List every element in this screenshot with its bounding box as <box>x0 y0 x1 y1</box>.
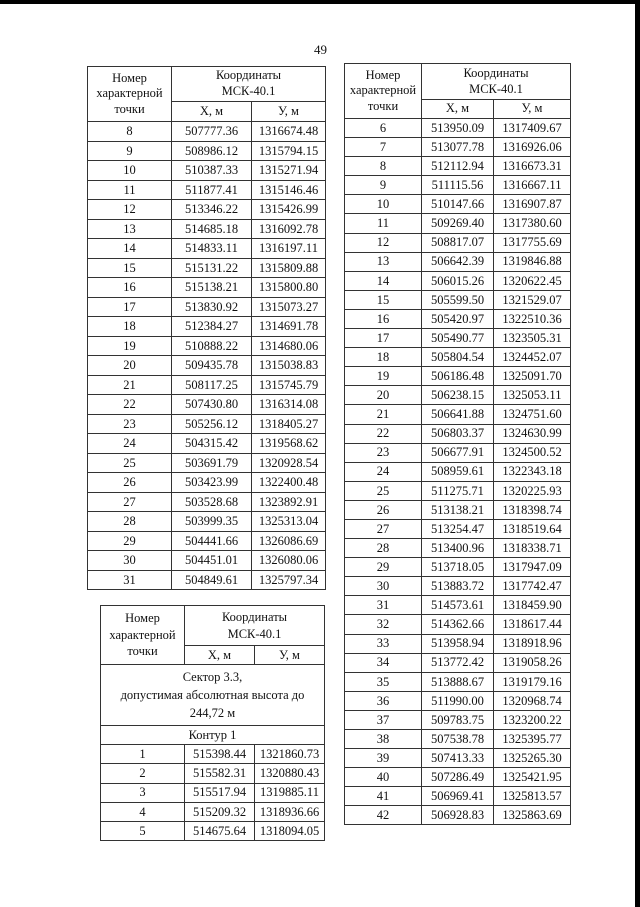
y-coordinate-cell: 1322400.48 <box>252 473 326 493</box>
y-coordinate-cell: 1316674.48 <box>252 122 326 142</box>
point-number-cell: 29 <box>88 531 172 551</box>
y-coordinate-cell: 1325797.34 <box>252 570 326 590</box>
x-coordinate-cell: 503691.79 <box>172 453 252 473</box>
x-coordinate-cell: 506677.91 <box>422 443 494 462</box>
table-row <box>88 512 326 532</box>
page-number: 49 <box>314 42 327 57</box>
x-coordinate-cell: 503528.68 <box>172 492 252 512</box>
y-coordinate-cell: 1317380.60 <box>494 214 571 233</box>
table-row <box>345 271 571 290</box>
y-coordinate-cell: 1316667.11 <box>494 176 571 195</box>
table-row <box>345 787 571 806</box>
y-coordinate-cell: 1318094.05 <box>255 822 325 841</box>
point-number-cell: 30 <box>345 577 422 596</box>
x-coordinate-cell: 511115.56 <box>422 176 494 195</box>
y-coordinate-cell: 1319846.88 <box>494 252 571 271</box>
x-coordinate-cell: 507777.36 <box>172 122 252 142</box>
y-coordinate-cell: 1315146.46 <box>252 180 326 200</box>
table-row <box>345 519 571 538</box>
table-row <box>345 596 571 615</box>
table-row <box>345 730 571 749</box>
point-number-cell: 8 <box>88 122 172 142</box>
y-coordinate-cell: 1318459.90 <box>494 596 571 615</box>
y-coordinate-cell: 1324452.07 <box>494 348 571 367</box>
table-row <box>88 200 326 220</box>
x-coordinate-cell: 508986.12 <box>172 141 252 161</box>
x-coordinate-cell: 513888.67 <box>422 672 494 691</box>
x-coordinate-cell: 512384.27 <box>172 317 252 337</box>
y-coordinate-cell: 1323505.31 <box>494 329 571 348</box>
point-number-cell: 25 <box>88 453 172 473</box>
y-coordinate-cell: 1318398.74 <box>494 500 571 519</box>
table-row <box>345 195 571 214</box>
header-point-number: Номер характерной точки <box>345 64 422 119</box>
x-coordinate-cell: 508117.25 <box>172 375 252 395</box>
point-number-cell: 23 <box>88 414 172 434</box>
table-row <box>88 122 326 142</box>
header-coordinates: Координаты МСК-40.1 <box>185 606 325 646</box>
table-row <box>345 577 571 596</box>
table-row <box>345 233 571 252</box>
point-number-cell: 33 <box>345 634 422 653</box>
x-coordinate-cell: 506641.88 <box>422 405 494 424</box>
y-coordinate-cell: 1326086.69 <box>252 531 326 551</box>
point-number-cell: 5 <box>101 822 185 841</box>
point-number-cell: 14 <box>345 271 422 290</box>
point-number-cell: 14 <box>88 239 172 259</box>
y-coordinate-cell: 1320622.45 <box>494 271 571 290</box>
table-row <box>88 180 326 200</box>
table-row <box>345 367 571 386</box>
point-number-cell: 38 <box>345 730 422 749</box>
header-point-number: Номер характерной точки <box>101 606 185 665</box>
point-number-cell: 13 <box>345 252 422 271</box>
point-number-cell: 35 <box>345 672 422 691</box>
table-row <box>88 375 326 395</box>
x-coordinate-cell: 506015.26 <box>422 271 494 290</box>
y-coordinate-cell: 1316092.78 <box>252 219 326 239</box>
header-y: У, м <box>255 646 325 665</box>
point-number-cell: 13 <box>88 219 172 239</box>
y-coordinate-cell: 1320225.93 <box>494 481 571 500</box>
table-row <box>345 290 571 309</box>
table-row <box>345 424 571 443</box>
point-number-cell: 42 <box>345 806 422 825</box>
point-number-cell: 10 <box>88 161 172 181</box>
point-number-cell: 29 <box>345 558 422 577</box>
y-coordinate-cell: 1322343.18 <box>494 462 571 481</box>
y-coordinate-cell: 1316926.06 <box>494 138 571 157</box>
y-coordinate-cell: 1319885.11 <box>255 783 325 802</box>
x-coordinate-cell: 510387.33 <box>172 161 252 181</box>
point-number-cell: 8 <box>345 157 422 176</box>
point-number-cell: 11 <box>88 180 172 200</box>
table-row <box>88 395 326 415</box>
point-number-cell: 28 <box>345 539 422 558</box>
table-row <box>88 570 326 590</box>
point-number-cell: 41 <box>345 787 422 806</box>
x-coordinate-cell: 513958.94 <box>422 634 494 653</box>
x-coordinate-cell: 506642.39 <box>422 252 494 271</box>
x-coordinate-cell: 514833.11 <box>172 239 252 259</box>
x-coordinate-cell: 508817.07 <box>422 233 494 252</box>
table-row <box>88 219 326 239</box>
x-coordinate-cell: 503423.99 <box>172 473 252 493</box>
y-coordinate-cell: 1325863.69 <box>494 806 571 825</box>
header-x: X, м <box>185 646 255 665</box>
table-row <box>345 500 571 519</box>
point-number-cell: 15 <box>88 258 172 278</box>
x-coordinate-cell: 507413.33 <box>422 749 494 768</box>
point-number-cell: 22 <box>88 395 172 415</box>
point-number-cell: 36 <box>345 691 422 710</box>
y-coordinate-cell: 1325091.70 <box>494 367 571 386</box>
y-coordinate-cell: 1316673.31 <box>494 157 571 176</box>
x-coordinate-cell: 511990.00 <box>422 691 494 710</box>
y-coordinate-cell: 1318405.27 <box>252 414 326 434</box>
point-number-cell: 23 <box>345 443 422 462</box>
point-number-cell: 1 <box>101 745 185 764</box>
y-coordinate-cell: 1325813.57 <box>494 787 571 806</box>
point-number-cell: 25 <box>345 481 422 500</box>
x-coordinate-cell: 514675.64 <box>185 822 255 841</box>
y-coordinate-cell: 1323892.91 <box>252 492 326 512</box>
x-coordinate-cell: 513772.42 <box>422 653 494 672</box>
x-coordinate-cell: 504451.01 <box>172 551 252 571</box>
y-coordinate-cell: 1314680.06 <box>252 336 326 356</box>
x-coordinate-cell: 514573.61 <box>422 596 494 615</box>
scan-border-top <box>0 0 640 4</box>
point-number-cell: 16 <box>88 278 172 298</box>
y-coordinate-cell: 1315271.94 <box>252 161 326 181</box>
x-coordinate-cell: 514362.66 <box>422 615 494 634</box>
coordinates-table-sector <box>100 605 325 841</box>
point-number-cell: 32 <box>345 615 422 634</box>
y-coordinate-cell: 1325313.04 <box>252 512 326 532</box>
y-coordinate-cell: 1319179.16 <box>494 672 571 691</box>
y-coordinate-cell: 1315794.15 <box>252 141 326 161</box>
y-coordinate-cell: 1316907.87 <box>494 195 571 214</box>
point-number-cell: 7 <box>345 138 422 157</box>
table-row <box>345 691 571 710</box>
sector-caption: Сектор 3.3, допустимая абсолютная высота до 244,72 м <box>101 665 325 726</box>
y-coordinate-cell: 1316197.11 <box>252 239 326 259</box>
table-row <box>345 749 571 768</box>
point-number-cell: 19 <box>88 336 172 356</box>
coordinates-table-sector-body <box>101 665 325 841</box>
table-row <box>345 768 571 787</box>
y-coordinate-cell: 1320968.74 <box>494 691 571 710</box>
y-coordinate-cell: 1319058.26 <box>494 653 571 672</box>
point-number-cell: 12 <box>88 200 172 220</box>
point-number-cell: 15 <box>345 290 422 309</box>
y-coordinate-cell: 1317409.67 <box>494 119 571 138</box>
coordinates-table-left <box>87 66 326 590</box>
x-coordinate-cell: 513950.09 <box>422 119 494 138</box>
y-coordinate-cell: 1315426.99 <box>252 200 326 220</box>
scan-border-right <box>635 0 640 907</box>
table-row <box>88 434 326 454</box>
x-coordinate-cell: 507538.78 <box>422 730 494 749</box>
x-coordinate-cell: 505256.12 <box>172 414 252 434</box>
coordinates-table-right-body <box>345 119 571 825</box>
point-number-cell: 17 <box>345 329 422 348</box>
point-number-cell: 26 <box>88 473 172 493</box>
table-row <box>345 634 571 653</box>
coordinates-table-left-body <box>88 122 326 590</box>
x-coordinate-cell: 513400.96 <box>422 539 494 558</box>
point-number-cell: 20 <box>345 386 422 405</box>
table-row <box>345 443 571 462</box>
y-coordinate-cell: 1318338.71 <box>494 539 571 558</box>
table-row <box>88 356 326 376</box>
x-coordinate-cell: 513883.72 <box>422 577 494 596</box>
point-number-cell: 40 <box>345 768 422 787</box>
y-coordinate-cell: 1317742.47 <box>494 577 571 596</box>
table-row <box>101 822 325 841</box>
x-coordinate-cell: 513346.22 <box>172 200 252 220</box>
x-coordinate-cell: 505490.77 <box>422 329 494 348</box>
table-row <box>88 161 326 181</box>
y-coordinate-cell: 1315809.88 <box>252 258 326 278</box>
header-point-number: Номер характерной точки <box>88 67 172 122</box>
x-coordinate-cell: 511275.71 <box>422 481 494 500</box>
x-coordinate-cell: 506238.15 <box>422 386 494 405</box>
y-coordinate-cell: 1315038.83 <box>252 356 326 376</box>
y-coordinate-cell: 1325265.30 <box>494 749 571 768</box>
point-number-cell: 9 <box>345 176 422 195</box>
y-coordinate-cell: 1320928.54 <box>252 453 326 473</box>
contour-caption: Контур 1 <box>101 726 325 745</box>
table-row <box>101 783 325 802</box>
table-row <box>345 710 571 729</box>
table-row <box>345 672 571 691</box>
point-number-cell: 4 <box>101 802 185 821</box>
y-coordinate-cell: 1317755.69 <box>494 233 571 252</box>
table-row <box>88 258 326 278</box>
table-row <box>101 802 325 821</box>
x-coordinate-cell: 513254.47 <box>422 519 494 538</box>
point-number-cell: 16 <box>345 309 422 328</box>
x-coordinate-cell: 507286.49 <box>422 768 494 787</box>
point-number-cell: 12 <box>345 233 422 252</box>
y-coordinate-cell: 1324500.52 <box>494 443 571 462</box>
table-row <box>88 141 326 161</box>
y-coordinate-cell: 1315745.79 <box>252 375 326 395</box>
y-coordinate-cell: 1317947.09 <box>494 558 571 577</box>
x-coordinate-cell: 513077.78 <box>422 138 494 157</box>
point-number-cell: 27 <box>345 519 422 538</box>
table-row <box>345 119 571 138</box>
x-coordinate-cell: 512112.94 <box>422 157 494 176</box>
header-x: X, м <box>172 102 252 122</box>
table-row <box>345 615 571 634</box>
x-coordinate-cell: 508959.61 <box>422 462 494 481</box>
table-row <box>345 348 571 367</box>
y-coordinate-cell: 1324751.60 <box>494 405 571 424</box>
x-coordinate-cell: 513830.92 <box>172 297 252 317</box>
y-coordinate-cell: 1315073.27 <box>252 297 326 317</box>
point-number-cell: 3 <box>101 783 185 802</box>
table-row <box>88 473 326 493</box>
table-row <box>345 176 571 195</box>
x-coordinate-cell: 515209.32 <box>185 802 255 821</box>
x-coordinate-cell: 507430.80 <box>172 395 252 415</box>
point-number-cell: 26 <box>345 500 422 519</box>
table-row <box>345 653 571 672</box>
y-coordinate-cell: 1324630.99 <box>494 424 571 443</box>
x-coordinate-cell: 515398.44 <box>185 745 255 764</box>
x-coordinate-cell: 505420.97 <box>422 309 494 328</box>
point-number-cell: 6 <box>345 119 422 138</box>
y-coordinate-cell: 1323200.22 <box>494 710 571 729</box>
header-coordinates: Координаты МСК-40.1 <box>172 67 326 102</box>
y-coordinate-cell: 1318519.64 <box>494 519 571 538</box>
point-number-cell: 19 <box>345 367 422 386</box>
table-row <box>345 481 571 500</box>
table-row <box>88 239 326 259</box>
x-coordinate-cell: 515582.31 <box>185 764 255 783</box>
y-coordinate-cell: 1318936.66 <box>255 802 325 821</box>
point-number-cell: 27 <box>88 492 172 512</box>
point-number-cell: 9 <box>88 141 172 161</box>
table-row <box>88 492 326 512</box>
point-number-cell: 11 <box>345 214 422 233</box>
y-coordinate-cell: 1320880.43 <box>255 764 325 783</box>
table-row <box>345 539 571 558</box>
point-number-cell: 22 <box>345 424 422 443</box>
table-row <box>88 551 326 571</box>
table-row <box>88 278 326 298</box>
x-coordinate-cell: 513718.05 <box>422 558 494 577</box>
x-coordinate-cell: 506803.37 <box>422 424 494 443</box>
table-row <box>101 764 325 783</box>
x-coordinate-cell: 506969.41 <box>422 787 494 806</box>
table-row <box>88 317 326 337</box>
point-number-cell: 34 <box>345 653 422 672</box>
x-coordinate-cell: 515517.94 <box>185 783 255 802</box>
point-number-cell: 39 <box>345 749 422 768</box>
point-number-cell: 10 <box>345 195 422 214</box>
table-row <box>345 214 571 233</box>
point-number-cell: 17 <box>88 297 172 317</box>
table-row <box>345 386 571 405</box>
table-row <box>88 336 326 356</box>
point-number-cell: 20 <box>88 356 172 376</box>
table-row <box>345 462 571 481</box>
x-coordinate-cell: 505804.54 <box>422 348 494 367</box>
point-number-cell: 24 <box>345 462 422 481</box>
x-coordinate-cell: 506928.83 <box>422 806 494 825</box>
table-row <box>345 309 571 328</box>
x-coordinate-cell: 515138.21 <box>172 278 252 298</box>
point-number-cell: 31 <box>345 596 422 615</box>
x-coordinate-cell: 514685.18 <box>172 219 252 239</box>
x-coordinate-cell: 504441.66 <box>172 531 252 551</box>
y-coordinate-cell: 1319568.62 <box>252 434 326 454</box>
point-number-cell: 37 <box>345 710 422 729</box>
y-coordinate-cell: 1322510.36 <box>494 309 571 328</box>
point-number-cell: 24 <box>88 434 172 454</box>
point-number-cell: 2 <box>101 764 185 783</box>
x-coordinate-cell: 511877.41 <box>172 180 252 200</box>
coordinates-table-right <box>344 63 571 825</box>
x-coordinate-cell: 513138.21 <box>422 500 494 519</box>
y-coordinate-cell: 1325421.95 <box>494 768 571 787</box>
x-coordinate-cell: 505599.50 <box>422 290 494 309</box>
x-coordinate-cell: 503999.35 <box>172 512 252 532</box>
point-number-cell: 18 <box>345 348 422 367</box>
table-row <box>88 297 326 317</box>
x-coordinate-cell: 509783.75 <box>422 710 494 729</box>
y-coordinate-cell: 1318617.44 <box>494 615 571 634</box>
table-row <box>88 453 326 473</box>
x-coordinate-cell: 510147.66 <box>422 195 494 214</box>
table-row <box>345 558 571 577</box>
x-coordinate-cell: 504315.42 <box>172 434 252 454</box>
y-coordinate-cell: 1325053.11 <box>494 386 571 405</box>
y-coordinate-cell: 1321860.73 <box>255 745 325 764</box>
table-row <box>101 745 325 764</box>
point-number-cell: 30 <box>88 551 172 571</box>
point-number-cell: 31 <box>88 570 172 590</box>
table-row <box>345 252 571 271</box>
y-coordinate-cell: 1316314.08 <box>252 395 326 415</box>
table-row <box>345 329 571 348</box>
point-number-cell: 18 <box>88 317 172 337</box>
x-coordinate-cell: 506186.48 <box>422 367 494 386</box>
y-coordinate-cell: 1318918.96 <box>494 634 571 653</box>
table-row <box>88 531 326 551</box>
point-number-cell: 28 <box>88 512 172 532</box>
x-coordinate-cell: 515131.22 <box>172 258 252 278</box>
point-number-cell: 21 <box>88 375 172 395</box>
y-coordinate-cell: 1325395.77 <box>494 730 571 749</box>
y-coordinate-cell: 1315800.80 <box>252 278 326 298</box>
point-number-cell: 21 <box>345 405 422 424</box>
x-coordinate-cell: 504849.61 <box>172 570 252 590</box>
table-row <box>88 414 326 434</box>
x-coordinate-cell: 510888.22 <box>172 336 252 356</box>
table-row <box>345 138 571 157</box>
y-coordinate-cell: 1314691.78 <box>252 317 326 337</box>
header-y: У, м <box>494 100 571 119</box>
header-y: У, м <box>252 102 326 122</box>
header-coordinates: Координаты МСК-40.1 <box>422 64 571 100</box>
header-x: X, м <box>422 100 494 119</box>
x-coordinate-cell: 509435.78 <box>172 356 252 376</box>
y-coordinate-cell: 1321529.07 <box>494 290 571 309</box>
x-coordinate-cell: 509269.40 <box>422 214 494 233</box>
y-coordinate-cell: 1326080.06 <box>252 551 326 571</box>
table-row <box>345 405 571 424</box>
table-row <box>345 806 571 825</box>
table-row <box>345 157 571 176</box>
